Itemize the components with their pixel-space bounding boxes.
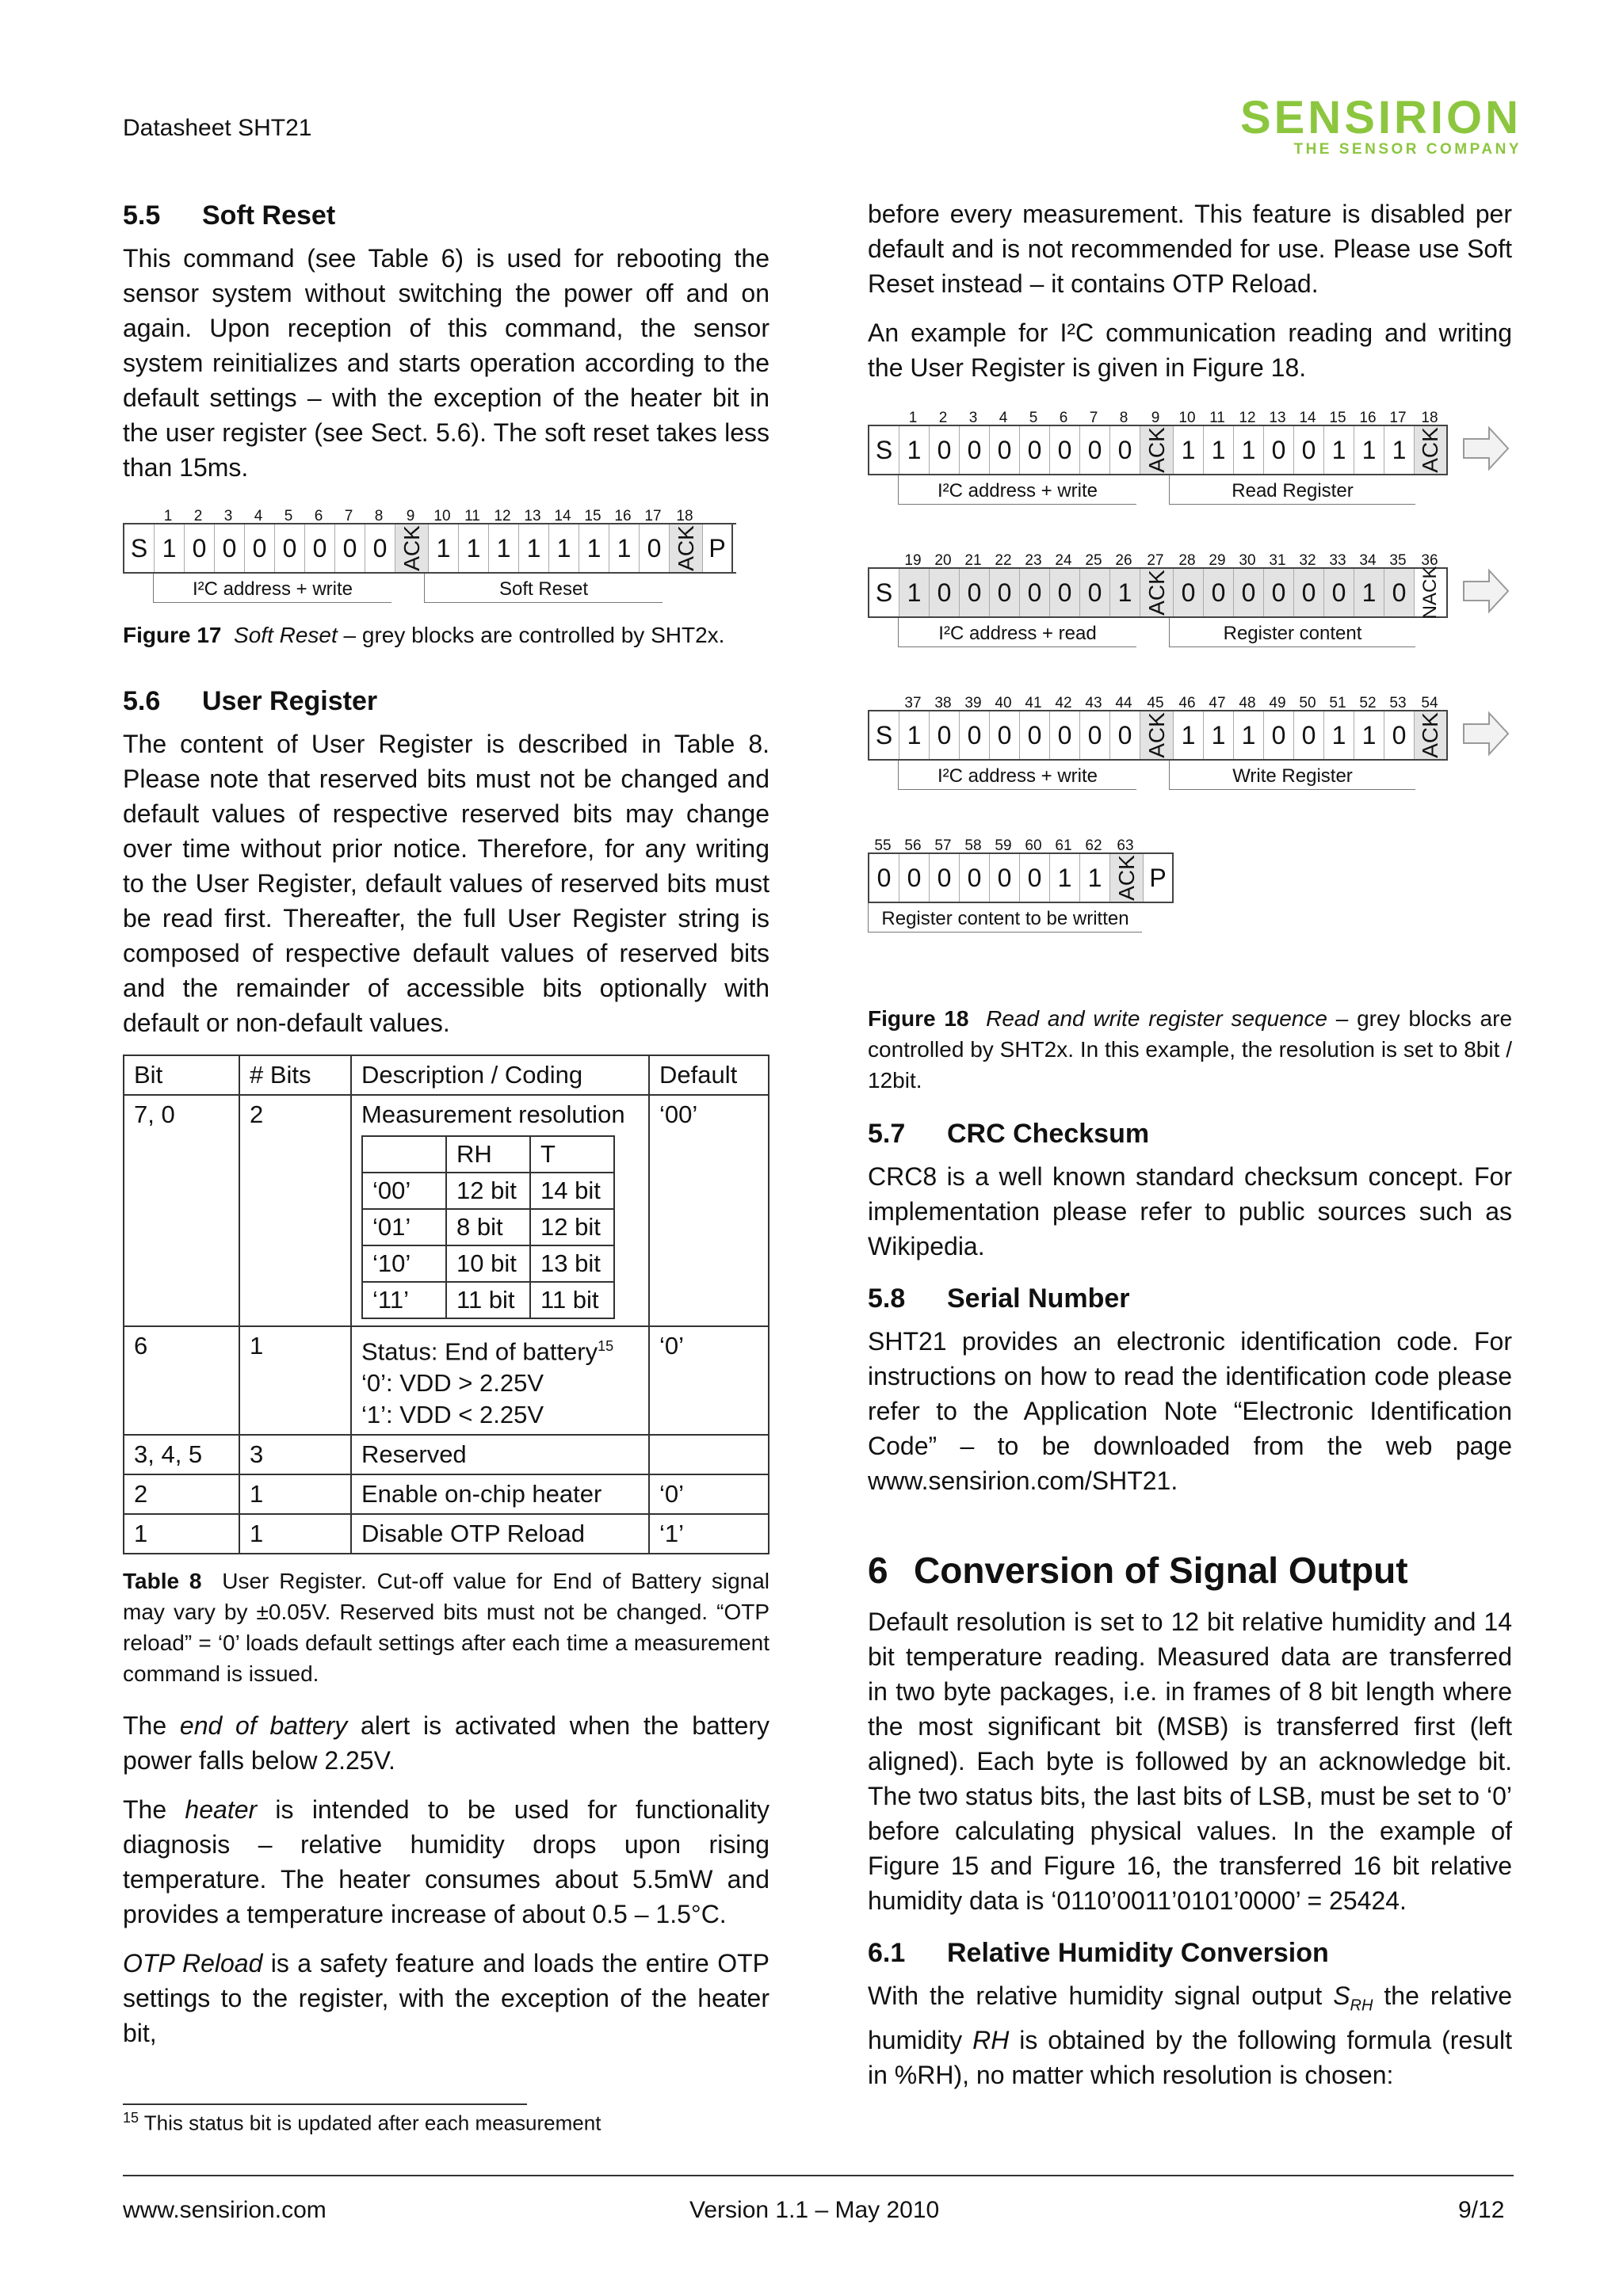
- bit-cell: 1: [489, 524, 519, 572]
- heater-paragraph: The heater is intended to be used for functionality diagnosis – relative humidity drops upon rising temperature. The heater consumes about 5.5mW and provides a temperature increase of about 0.5 – 1.5°C.: [123, 1795, 770, 1929]
- bit-number: 60: [1025, 837, 1042, 854]
- bit-number: 63: [1117, 837, 1134, 854]
- bit-cell: 0: [990, 426, 1020, 474]
- col-default: Default: [649, 1055, 769, 1095]
- heading-5-5: 5.5 Soft Reset: [123, 200, 336, 231]
- bit-number: 18: [1421, 410, 1438, 426]
- bit-cell: 1: [1110, 569, 1140, 616]
- bit-number: 29: [1209, 552, 1226, 569]
- footer-divider: [123, 2175, 1514, 2176]
- bit-cell: 1: [519, 524, 549, 572]
- bit-cell: S: [869, 426, 899, 474]
- footnote-divider: [123, 2103, 527, 2105]
- bit-cell: 0: [960, 711, 990, 759]
- crc-paragraph: CRC8 is a well known standard checksum concept. For implementation please refer to public sources such as Wikipedia.: [868, 1162, 1512, 1261]
- field-label: Register content to be written: [868, 903, 1142, 933]
- bit-cell: 1: [1354, 711, 1384, 759]
- table-row: 6 1 Status: End of battery$^{15}$ ‘0’: VDD > 2.25V ‘1’: VDD < 2.25V ‘0’: [124, 1326, 769, 1435]
- resolution-table: RH T ‘00’ 12 bit 14 bit ‘01’ 8 bit 12 bit ‘10’ 10 bit 13 bit ‘11’ 11 bit 11 bit: [361, 1135, 615, 1319]
- bit-cell: 1: [1204, 711, 1234, 759]
- field-label: Read Register: [1169, 475, 1415, 505]
- bit-number: 28: [1178, 552, 1196, 569]
- bit-cell: 1: [899, 426, 930, 474]
- bit-number: 3: [968, 410, 978, 426]
- bit-number: 4: [999, 410, 1008, 426]
- bit-number: 23: [1025, 552, 1042, 569]
- label-address-write: I²C address + write: [153, 574, 391, 603]
- bit-cell: 0: [365, 524, 395, 572]
- ack-cell: ACK: [1415, 426, 1448, 474]
- bit-cell: 0: [990, 854, 1020, 902]
- bit-cell: 0: [640, 524, 670, 572]
- bit-cell: 1: [579, 524, 609, 572]
- bit-cell: 1: [155, 524, 185, 572]
- bit-cell: 1: [1234, 426, 1264, 474]
- continue-arrow-icon: [1462, 710, 1510, 757]
- bit-number: 58: [964, 837, 982, 854]
- bit-cell: 1: [1174, 426, 1204, 474]
- bit-number: 36: [1421, 552, 1438, 569]
- bit-cell: 0: [1294, 711, 1324, 759]
- bit-number: 59: [995, 837, 1012, 854]
- bit-cell: 1: [609, 524, 640, 572]
- bit-number: 21: [964, 552, 982, 569]
- bit-cell: 0: [1384, 569, 1415, 616]
- table-8-caption: Table 8 User Register. Cut-off value for End of Battery signal may vary by ±0.05V. Reserved bits must not be changed. “OTP reload” = ‘0’ loads default settings after each time a measurement command is issued.: [123, 1569, 770, 1687]
- bit-cell: 0: [930, 711, 960, 759]
- bit-number: 13: [524, 508, 541, 524]
- bit-number: 8: [374, 508, 384, 524]
- ack-cell: ACK: [395, 524, 429, 572]
- bit-cell: 0: [1264, 569, 1294, 616]
- footer-version: Version 1.1 – May 2010: [689, 2197, 940, 2223]
- bit-cell: 1: [1234, 711, 1264, 759]
- bit-number: 11: [464, 508, 480, 524]
- bit-number: 34: [1359, 552, 1377, 569]
- ack-cell: NACK: [1415, 569, 1448, 616]
- bit-number: 24: [1055, 552, 1072, 569]
- bit-number: 5: [1029, 410, 1038, 426]
- bit-number: 51: [1329, 695, 1346, 711]
- bit-number: 43: [1085, 695, 1102, 711]
- bit-number: 10: [433, 508, 451, 524]
- stop-cell: P: [703, 524, 733, 572]
- bit-cell: S: [124, 524, 155, 572]
- bit-number: 35: [1389, 552, 1407, 569]
- bit-cell: S: [869, 711, 899, 759]
- col-nbits: # Bits: [239, 1055, 351, 1095]
- bit-cell: 0: [245, 524, 275, 572]
- bit-number: 16: [614, 508, 632, 524]
- bit-cell: 0: [1050, 426, 1080, 474]
- table-row: 2 1 Enable on-chip heater ‘0’: [124, 1474, 769, 1514]
- bit-number: 33: [1329, 552, 1346, 569]
- bit-number: 62: [1085, 837, 1102, 854]
- example-paragraph: An example for I²C communication reading and writing the User Register is given in Figure 18.: [868, 318, 1512, 382]
- bit-cell: 1: [1324, 711, 1354, 759]
- ack-cell: ACK: [1140, 711, 1174, 759]
- col-bit: Bit: [124, 1055, 239, 1095]
- bit-number: 1: [908, 410, 918, 426]
- bit-number: 55: [874, 837, 892, 854]
- table-row: 3, 4, 5 3 Reserved: [124, 1435, 769, 1474]
- figure-17-diagram: [123, 499, 769, 605]
- bit-cell: 0: [1020, 426, 1050, 474]
- bit-number: 4: [254, 508, 263, 524]
- bit-number: 54: [1421, 695, 1438, 711]
- bit-number: 53: [1389, 695, 1407, 711]
- bit-number: 32: [1299, 552, 1316, 569]
- bit-number: 25: [1085, 552, 1102, 569]
- bit-cell: 0: [1080, 426, 1110, 474]
- bit-cell: 1: [899, 569, 930, 616]
- logo-subtitle: THE SENSOR COMPANY: [1293, 141, 1522, 158]
- bit-number: 50: [1299, 695, 1316, 711]
- bit-number: 44: [1115, 695, 1132, 711]
- bit-number: 1: [163, 508, 173, 524]
- bit-cell: 0: [1174, 569, 1204, 616]
- continue-arrow-icon: [1462, 567, 1510, 615]
- bit-cell: 0: [1324, 569, 1354, 616]
- table-row: ‘01’ 8 bit 12 bit: [362, 1209, 614, 1245]
- bit-cell: S: [869, 569, 899, 616]
- bit-number: 13: [1269, 410, 1286, 426]
- bit-cell: 1: [1354, 569, 1384, 616]
- ack-cell: ACK: [1140, 569, 1174, 616]
- bit-number: 3: [223, 508, 233, 524]
- bit-cell: 0: [335, 524, 365, 572]
- bit-number: 26: [1115, 552, 1132, 569]
- logo-main: SENSIRION: [1239, 92, 1522, 143]
- bit-number: 27: [1147, 552, 1164, 569]
- bit-number: 47: [1209, 695, 1226, 711]
- bit-cell: 0: [960, 854, 990, 902]
- ack-cell: ACK: [1415, 711, 1448, 759]
- bit-number: 41: [1025, 695, 1042, 711]
- bit-cell: 1: [459, 524, 489, 572]
- bit-number: 17: [644, 508, 662, 524]
- bit-number: 49: [1269, 695, 1286, 711]
- bit-number: 14: [554, 508, 571, 524]
- bit-cell: 1: [549, 524, 579, 572]
- bit-cell: 0: [185, 524, 215, 572]
- bit-cell: 0: [960, 569, 990, 616]
- table-row: ‘10’ 10 bit 13 bit: [362, 1245, 614, 1282]
- bit-cell: 1: [1080, 854, 1110, 902]
- bit-cell: 0: [930, 569, 960, 616]
- sensirion-logo: [1205, 92, 1522, 158]
- bit-cell: 0: [990, 569, 1020, 616]
- figure-17-caption: Figure 17 Soft Reset – grey blocks are controlled by SHT2x.: [123, 623, 725, 647]
- bit-number: 7: [344, 508, 353, 524]
- heading-5-7: 5.7 CRC Checksum: [868, 1119, 1150, 1149]
- bit-cell: 0: [1264, 426, 1294, 474]
- bit-number: 57: [934, 837, 952, 854]
- continue-arrow-icon: [1462, 425, 1510, 472]
- bit-cell: 0: [305, 524, 335, 572]
- user-register-table: [123, 1055, 769, 1554]
- bit-cell: 1: [1354, 426, 1384, 474]
- bit-number: 10: [1178, 410, 1196, 426]
- bit-number: 6: [314, 508, 323, 524]
- bit-labels: [123, 574, 769, 605]
- bit-number: 61: [1055, 837, 1072, 854]
- otp-reload-paragraph: OTP Reload is a safety feature and loads the entire OTP settings to the register, with the exception of the heater bit,: [123, 1949, 770, 2048]
- user-register-paragraph: The content of User Register is described in Table 8. Please note that reserved bits must not be changed and default values of respective reserved bits may change over time without prior notice. Therefore, for any writing to the User Register, default values of reserved bits must be read first. Thereafter, the full User Register string is composed of respective default values of reserved bits and the remainder of accessible bits optionally with default or non-default values.: [123, 730, 769, 1037]
- ack-cell: ACK: [1110, 854, 1144, 902]
- stop-cell: P: [1144, 854, 1174, 902]
- bit-sequence-block: [868, 686, 1448, 792]
- left-column: [123, 196, 769, 2065]
- bit-cell: 1: [1324, 426, 1354, 474]
- bit-cell: 1: [1174, 711, 1204, 759]
- table-row: 1 1 Disable OTP Reload ‘1’: [124, 1514, 769, 1554]
- table-row: ‘00’ 12 bit 14 bit: [362, 1173, 614, 1209]
- bit-cell: 0: [1080, 569, 1110, 616]
- bit-cell: 0: [960, 426, 990, 474]
- bit-number: 38: [934, 695, 952, 711]
- bit-cell: 0: [1110, 426, 1140, 474]
- bit-number: 6: [1059, 410, 1068, 426]
- footer-page-number: 9/12: [1458, 2197, 1505, 2223]
- field-label: I²C address + write: [898, 761, 1136, 790]
- bit-number: 12: [494, 508, 511, 524]
- bit-cell: 0: [1294, 426, 1324, 474]
- heading-6-1: 6.1 Relative Humidity Conversion: [868, 1938, 1329, 1968]
- bit-number: 56: [904, 837, 922, 854]
- bit-number: 19: [904, 552, 922, 569]
- field-label: I²C address + write: [898, 475, 1136, 505]
- bit-number: 2: [193, 508, 203, 524]
- bit-cell: 1: [1384, 426, 1415, 474]
- bit-number: 15: [584, 508, 601, 524]
- bit-number: 11: [1209, 410, 1225, 426]
- bit-cell: 0: [1204, 569, 1234, 616]
- bit-number: 12: [1239, 410, 1256, 426]
- serial-number-paragraph: SHT21 provides an electronic identification code. For instructions on how to read the identification code please refer to the Application Note “Electronic Identification Code” – to be downloaded from the web page www.sensirion.com/SHT21.: [868, 1327, 1512, 1495]
- bit-number: 9: [1151, 410, 1160, 426]
- bit-number: 22: [995, 552, 1012, 569]
- bit-number: 17: [1389, 410, 1407, 426]
- bit-number: 9: [406, 508, 415, 524]
- field-label: I²C address + read: [898, 618, 1136, 647]
- bit-number: 48: [1239, 695, 1256, 711]
- bit-cell: 0: [1384, 711, 1415, 759]
- bit-cell: 0: [1110, 711, 1140, 759]
- bit-number: 7: [1089, 410, 1098, 426]
- bit-cell: 0: [215, 524, 245, 572]
- footer-website[interactable]: www.sensirion.com: [123, 2197, 327, 2223]
- bit-number: 20: [934, 552, 952, 569]
- figure-18-caption: Figure 18 Read and write register sequence – grey blocks are controlled by SHT2x. In this example, the resolution is set to 8bit / 12bit.: [868, 1006, 1513, 1093]
- bit-cell: 1: [1204, 426, 1234, 474]
- bit-sequence-block: [868, 401, 1448, 507]
- heading-5-8: 5.8 Serial Number: [868, 1283, 1130, 1314]
- end-of-battery-paragraph: The end of battery alert is activated when the battery power falls below 2.25V.: [123, 1711, 770, 1775]
- heading-5-6: 5.6 User Register: [123, 686, 378, 716]
- bit-cell: 0: [990, 711, 1020, 759]
- bit-cell: 1: [899, 711, 930, 759]
- soft-reset-paragraph: This command (see Table 6) is used for rebooting the sensor system without switching the power off and on again. Upon reception of this command, the sensor system reinitializes and starts operation according to the default settings – with the exception of the heater bit in the user register (see Sect. 5.6). The soft reset takes less than 15ms.: [123, 244, 769, 482]
- bit-cell: 0: [1264, 711, 1294, 759]
- label-soft-reset: Soft Reset: [424, 574, 663, 603]
- bit-number: 8: [1119, 410, 1128, 426]
- footnote: $^{15}$ This status bit is updated after each measurement: [123, 2110, 601, 2135]
- bit-number: 52: [1359, 695, 1377, 711]
- bit-number: 39: [964, 695, 982, 711]
- bit-cell: 0: [275, 524, 305, 572]
- bit-number: 45: [1147, 695, 1164, 711]
- bit-cell: 0: [1020, 854, 1050, 902]
- bit-cell: 0: [930, 426, 960, 474]
- bit-cell: 0: [1050, 569, 1080, 616]
- table-row: 7, 0 2 Measurement resolution RH T ‘00’ 12 bit 14 bit ‘01’ 8 bit 12 bit ‘10’ 10 bit 13 bit ‘11’ 11 bit 11 bit ‘00’: [124, 1095, 769, 1326]
- col-description: Description / Coding: [351, 1055, 649, 1095]
- bit-cell: 0: [930, 854, 960, 902]
- bit-number: 30: [1239, 552, 1256, 569]
- bit-cell: 0: [1294, 569, 1324, 616]
- table-header: [124, 1055, 769, 1095]
- bit-number: 40: [995, 695, 1012, 711]
- bit-cell: 1: [1050, 854, 1080, 902]
- bit-number: 2: [938, 410, 948, 426]
- bit-number: 31: [1269, 552, 1286, 569]
- bit-numbers: [123, 499, 769, 523]
- bit-number: 18: [676, 508, 693, 524]
- bit-row: [123, 523, 736, 574]
- figure-18-diagram: [868, 401, 1512, 1003]
- bit-cell: 0: [869, 854, 899, 902]
- bit-cell: 0: [899, 854, 930, 902]
- bit-number: 15: [1329, 410, 1346, 426]
- bit-number: 42: [1055, 695, 1072, 711]
- bit-cell: 0: [1234, 569, 1264, 616]
- otp-continued-paragraph: before every measurement. This feature is disabled per default and is not recommended for use. Please use Soft Reset instead – it contains OTP Reload.: [868, 200, 1512, 298]
- field-label: Write Register: [1169, 761, 1415, 790]
- heading-6: 6 Conversion of Signal Output: [868, 1550, 1408, 1591]
- bit-number: 46: [1178, 695, 1196, 711]
- bit-cell: 0: [1050, 711, 1080, 759]
- bit-cell: 0: [1080, 711, 1110, 759]
- bit-cell: 0: [1020, 569, 1050, 616]
- bit-cell: 0: [1020, 711, 1050, 759]
- bit-number: 5: [284, 508, 293, 524]
- ack-cell: ACK: [670, 524, 703, 572]
- bit-number: 14: [1299, 410, 1316, 426]
- bit-sequence-block: [868, 829, 1174, 935]
- right-column: [868, 196, 1512, 2107]
- conversion-paragraph: Default resolution is set to 12 bit relative humidity and 14 bit temperature reading. Measured data are transferred in two byte packages, i.e. in frames of 8 bit length where the most significant bit (MSB) is transferred first (left aligned). Each byte is followed by an acknowledge bit. The two status bits, the last bits of LSB, must be set to ‘0’ before calculating physical values. In the example of Figure 15 and Figure 16, the transferred 16 bit relative humidity data is ‘0110’0011’0101’0000’ = 25424.: [868, 1608, 1512, 1915]
- ack-cell: ACK: [1140, 426, 1174, 474]
- bit-number: 16: [1359, 410, 1377, 426]
- bit-number: 37: [904, 695, 922, 711]
- rh-conversion-paragraph: With the relative humidity signal output $S_{RH}$ the relative humidity RH is obtained by the following formula (result in %RH), no matter which resolution is chosen:: [868, 1981, 1513, 2090]
- field-label: Register content: [1169, 618, 1415, 647]
- bit-sequence-block: [868, 543, 1448, 650]
- bit-cell: 1: [429, 524, 459, 572]
- table-row: ‘11’ 11 bit 11 bit: [362, 1282, 614, 1318]
- doc-title: Datasheet SHT21: [123, 115, 312, 141]
